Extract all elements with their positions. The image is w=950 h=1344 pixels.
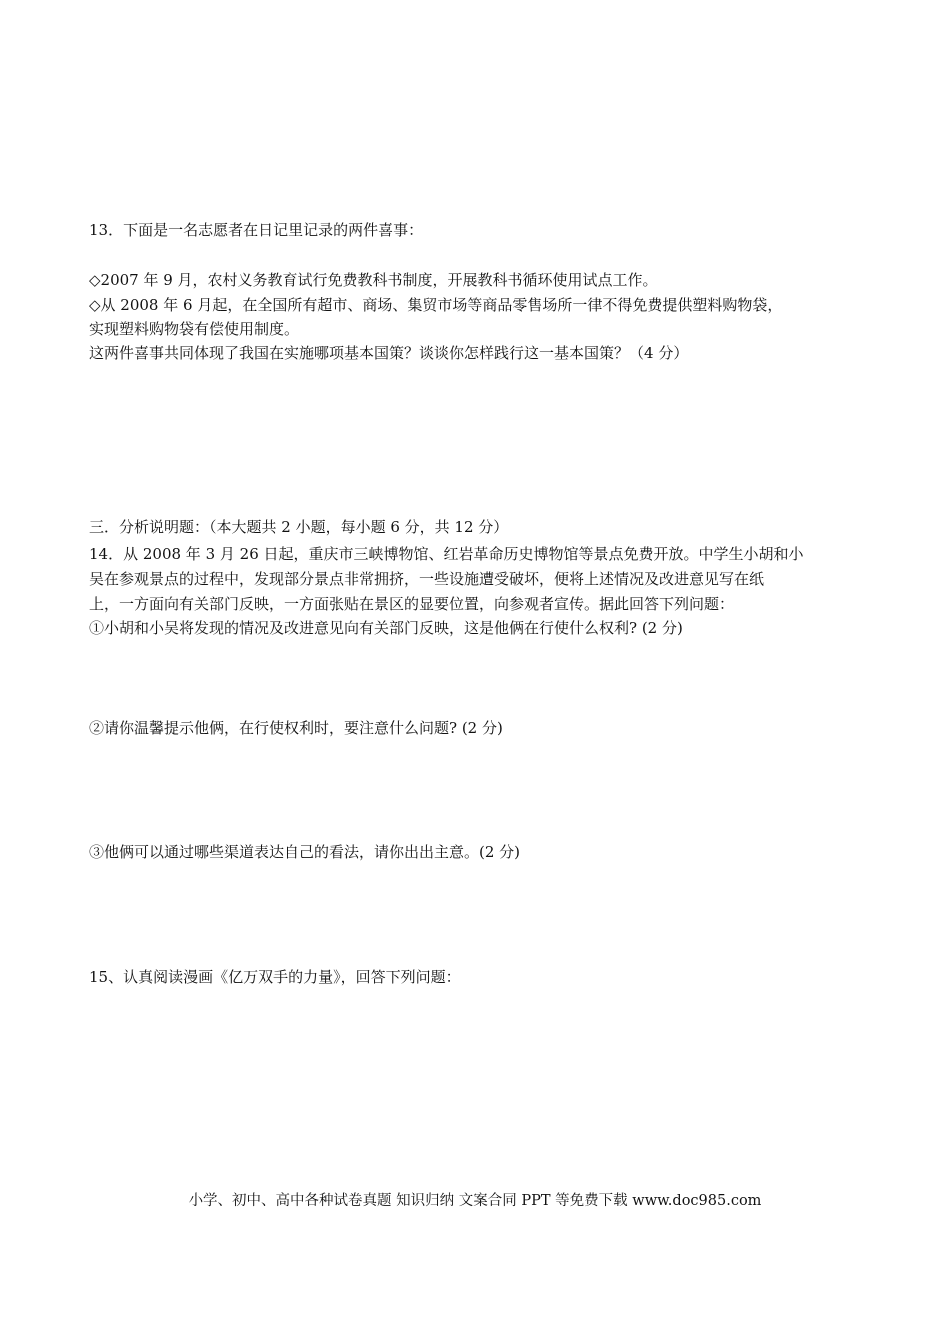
- q15-intro: 15、认真阅读漫画《亿万双手的力量》，回答下列问题：: [89, 968, 461, 986]
- q13-item-2-line-2: 实现塑料购物袋有偿使用制度。: [89, 320, 300, 338]
- q14-sub-question-3: ③他俩可以通过哪些渠道表达自己的看法，请你出出主意。(2 分): [89, 843, 521, 861]
- q14-sub-question-2: ②请你温馨提示他俩，在行使权利时，要注意什么问题? (2 分): [89, 719, 503, 737]
- q13-item-2-line-1: ◇从 2008 年 6 月起，在全国所有超市、商场、集贸市场等商品零售场所一律不得免费提供塑料购物袋，: [89, 296, 783, 314]
- q14-line-3: 上，一方面向有关部门反映，一方面张贴在景区的显要位置，向参观者宣传。据此回答下列问题：: [89, 595, 735, 613]
- q14-line-1: 14．从 2008 年 3 月 26 日起，重庆市三峡博物馆、红岩革命历史博物馆等景点免费开放。中学生小胡和小: [89, 545, 804, 563]
- page-footer: 小学、初中、高中各种试卷真题 知识归纳 文案合同 PPT 等免费下载 www.doc985.com: [188, 1193, 762, 1209]
- q14-sub-question-1: ①小胡和小吴将发现的情况及改进意见向有关部门反映，这是他俩在行使什么权利? (2 分): [89, 619, 683, 637]
- section-3-heading: 三．分析说明题：（本大题共 2 小题，每小题 6 分，共 12 分）: [89, 518, 509, 536]
- q13-intro: 13．下面是一名志愿者在日记里记录的两件喜事：: [89, 221, 424, 239]
- q13-question: 这两件喜事共同体现了我国在实施哪项基本国策？谈谈你怎样践行这一基本国策？（4 分）: [89, 344, 689, 362]
- q13-item-1: ◇2007 年 9 月，农村义务教育试行免费教科书制度，开展教科书循环使用试点工作。: [89, 271, 658, 289]
- q14-line-2: 吴在参观景点的过程中，发现部分景点非常拥挤，一些设施遭受破坏，便将上述情况及改进意见写在纸: [89, 570, 765, 588]
